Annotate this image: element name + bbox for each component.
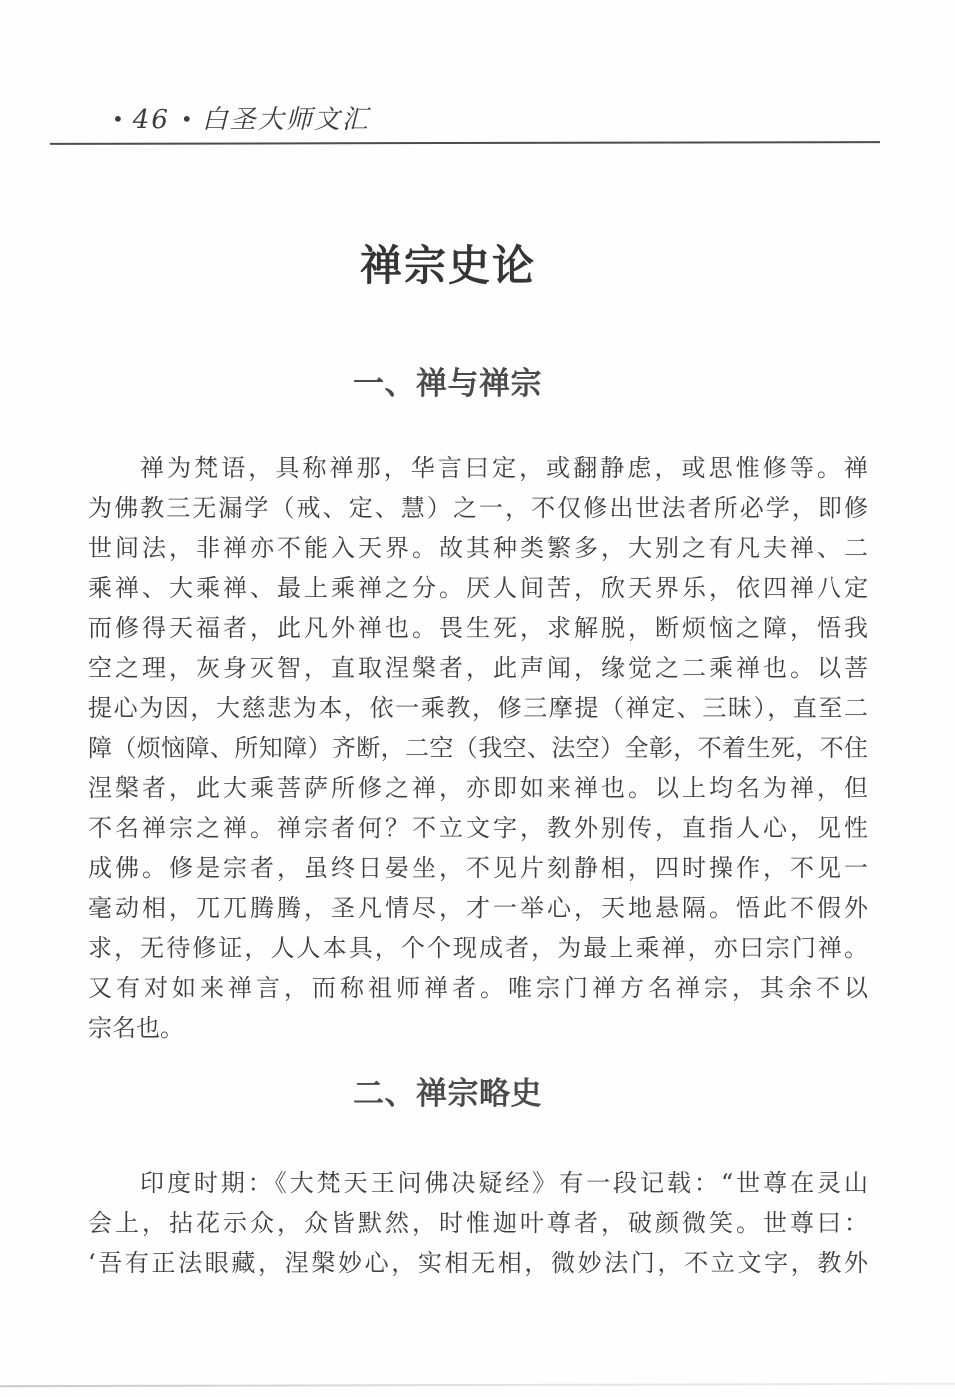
text-line: 障（烦恼障、所知障）齐断，二空（我空、法空）全彰，不着生死，不住 <box>88 734 868 762</box>
text-line: 印度时期：《大梵天王问佛决疑经》有一段记载：“世尊在灵山 <box>140 1169 868 1197</box>
running-head <box>103 104 370 135</box>
text-line: 空之理，灰身灭智，直取涅槃者，此声闻，缘觉之二乘禅也。以菩 <box>88 654 868 682</box>
header-dot-right: • <box>180 107 193 131</box>
text-line: 提心为因，大慈悲为本，依一乘教，修三摩提（禅定、三昧），直至二 <box>88 694 868 722</box>
header-rule <box>50 141 880 145</box>
page-number: 46 <box>132 105 170 135</box>
book-title: 白圣大师文汇 <box>201 105 370 135</box>
section-2-heading: 二、禅宗略史 <box>353 1076 542 1112</box>
text-line: 宗名也。 <box>88 1014 184 1042</box>
section-2-paragraph <box>88 1163 868 1283</box>
text-line: 又有对如来禅言，而称祖师禅者。唯宗门禅方名禅宗，其余不以 <box>88 974 868 1002</box>
page-bottom-edge <box>0 1383 955 1388</box>
text-line: ‘吾有正法眼藏，涅槃妙心，实相无相，微妙法门，不立文字，教外 <box>88 1249 868 1277</box>
section-1-heading: 一、禅与禅宗 <box>353 366 542 402</box>
text-line: 成佛。修是宗者，虽终日晏坐，不见片刻静相，四时操作，不见一 <box>88 854 868 882</box>
text-line: 世间法，非禅亦不能入天界。故其种类繁多，大别之有凡夫禅、二 <box>88 534 868 562</box>
text-line: 为佛教三无漏学（戒、定、慧）之一，不仅修出世法者所必学，即修 <box>88 494 868 522</box>
text-line: 涅槃者，此大乘菩萨所修之禅，亦即如来禅也。以上均名为禅，但 <box>88 774 868 802</box>
text-line: 毫动相，兀兀腾腾，圣凡情尽，才一举心，天地悬隔。悟此不假外 <box>88 894 868 922</box>
header-dot-left: • <box>112 107 124 131</box>
section-1-paragraph <box>88 448 868 1048</box>
text-line: 求，无待修证，人人本具，个个现成者，为最上乘禅，亦曰宗门禅。 <box>88 934 868 962</box>
text-line: 会上，拈花示众，众皆默然，时惟迦叶尊者，破颜微笑。世尊曰： <box>88 1209 868 1237</box>
chapter-title: 禅宗史论 <box>360 241 537 290</box>
text-line: 而修得天福者，此凡外禅也。畏生死，求解脱，断烦恼之障，悟我 <box>88 614 868 642</box>
text-line: 禅为梵语，具称禅那，华言曰定，或翻静虑，或思惟修等。禅 <box>140 454 868 482</box>
text-line: 不名禅宗之禅。禅宗者何？不立文字，教外别传，直指人心，见性 <box>88 814 868 842</box>
text-line: 乘禅、大乘禅、最上乘禅之分。厌人间苦，欣天界乐，依四禅八定 <box>88 574 868 602</box>
